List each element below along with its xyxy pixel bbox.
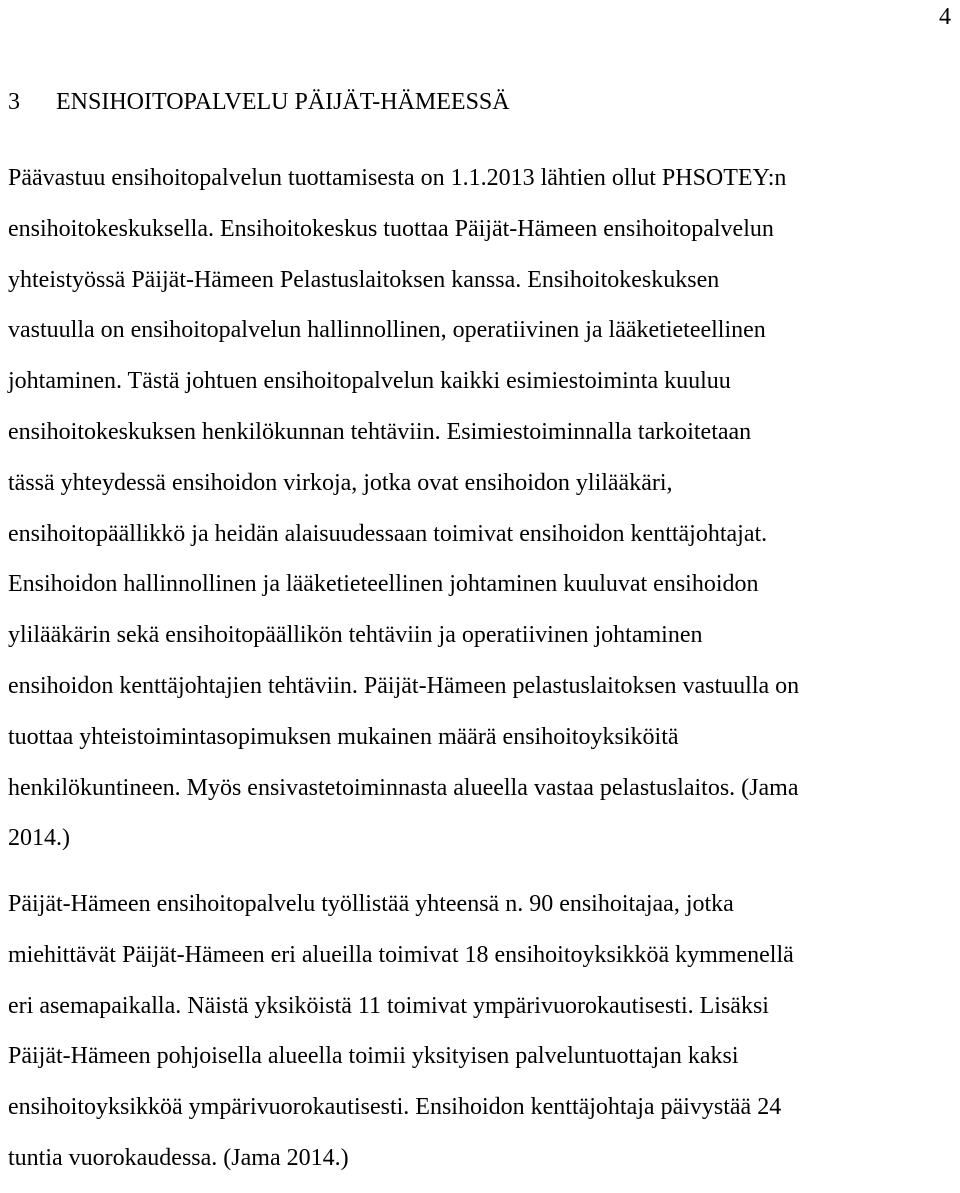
paragraph-line: vastuulla on ensihoitopalvelun hallinnollinen, operatiivinen ja lääketieteellinen [8, 317, 766, 344]
section-heading [8, 87, 510, 117]
paragraph-line: tuntia vuorokaudessa. (Jama 2014.) [8, 1144, 349, 1171]
paragraph-line: Ensihoidon hallinnollinen ja lääketieteellinen johtaminen kuuluvat ensihoidon [8, 571, 759, 598]
paragraph-line: yhteistyössä Päijät-Hämeen Pelastuslaitoksen kanssa. Ensihoitokeskuksen [8, 266, 720, 293]
paragraph-1 [8, 162, 799, 873]
paragraph-line: 2014.) [8, 825, 70, 852]
paragraph-line: Päijät-Hämeen ensihoitopalvelu työllistää yhteensä n. 90 ensihoitajaa, jotka [8, 891, 734, 917]
paragraph-line: miehittävät Päijät-Hämeen eri alueilla toimivat 18 ensihoitoyksikköä kymmenellä [8, 941, 794, 968]
paragraph-line: henkilökuntineen. Myös ensivastetoiminnasta alueella vastaa pelastuslaitos. (Jama [8, 774, 799, 801]
paragraph-line: eri asemapaikalla. Näistä yksiköistä 11 toimivat ympärivuorokautisesti. Lisäksi [8, 992, 769, 1019]
section-number: 3 [8, 89, 20, 115]
section-title: ENSIHOITOPALVELU PÄIJÄT-HÄMEESSÄ [56, 89, 510, 115]
paragraph-line: ensihoitokeskuksella. Ensihoitokeskus tuottaa Päijät-Hämeen ensihoitopalvelun [8, 215, 774, 242]
paragraph-line: tässä yhteydessä ensihoidon virkoja, jotka ovat ensihoidon ylilääkäri, [8, 469, 673, 496]
paragraph-line: Päijät-Hämeen pohjoisella alueella toimii yksityisen palveluntuottajan kaksi [8, 1043, 739, 1070]
paragraph-line: johtaminen. Tästä johtuen ensihoitopalvelun kaikki esimiestoiminta kuuluu [8, 368, 731, 395]
paragraph-line: tuottaa yhteistoimintasopimuksen mukainen määrä ensihoitoyksiköitä [8, 723, 679, 750]
paragraph-line: ensihoitokeskuksen henkilökunnan tehtäviin. Esimiestoiminnalla tarkoitetaan [8, 418, 752, 445]
paragraph-line: ensihoitoyksikköä ympärivuorokautisesti. Ensihoidon kenttäjohtaja päivystää 24 [8, 1094, 782, 1121]
paragraph-2 [8, 888, 794, 1193]
paragraph-line: Päävastuu ensihoitopalvelun tuottamisesta on 1.1.2013 lähtien ollut PHSOTEY:n [8, 165, 787, 191]
page-number: 4 [939, 4, 951, 30]
paragraph-line: ensihoitopäällikkö ja heidän alaisuudessaan toimivat ensihoidon kenttäjohtajat. [8, 520, 768, 547]
paragraph-line: ylilääkärin sekä ensihoitopäällikön tehtäviin ja operatiivinen johtaminen [8, 622, 703, 649]
paragraph-line: ensihoidon kenttäjohtajien tehtäviin. Päijät-Hämeen pelastuslaitoksen vastuulla on [8, 672, 800, 699]
